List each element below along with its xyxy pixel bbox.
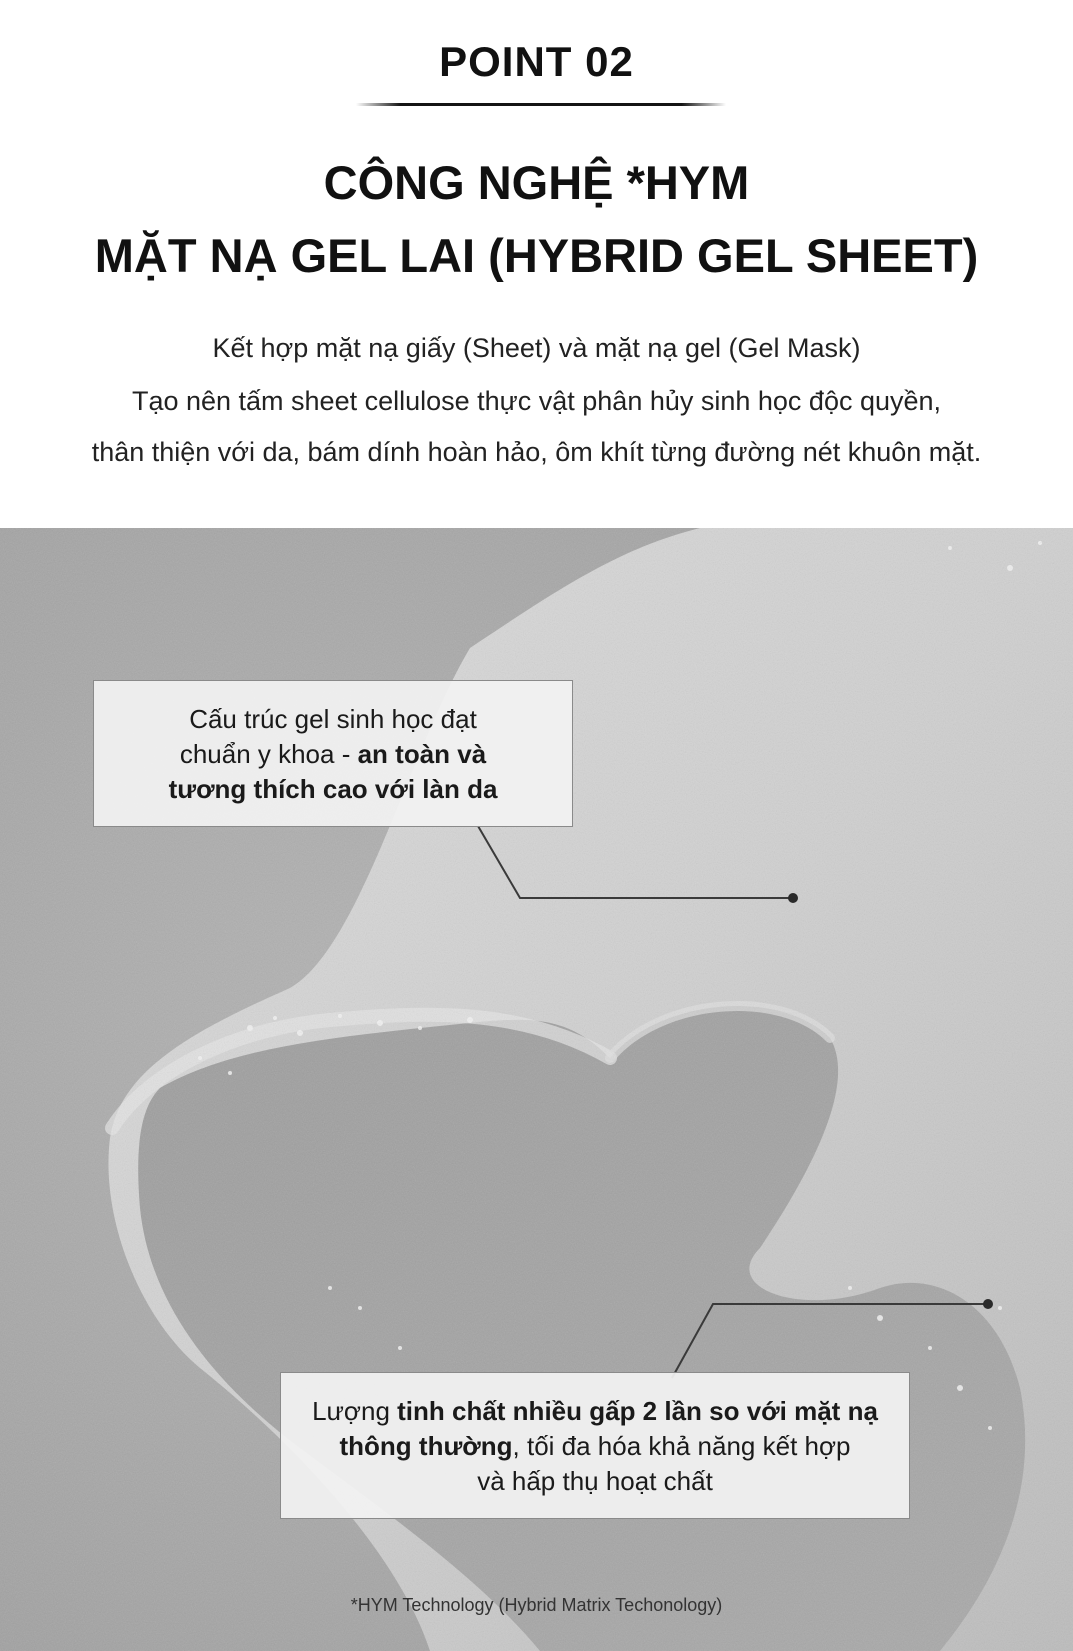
callout-bottom-line-1 (281, 1394, 909, 1429)
callout-top (93, 680, 573, 827)
callout-bottom-line-3: và hấp thụ hoạt chất (477, 1466, 713, 1496)
callout-bottom-line-2-plain: , tối đa hóa khả năng kết hợp (512, 1431, 851, 1461)
callout-bottom-line-2 (281, 1429, 909, 1464)
callout-top-line-3 (94, 772, 572, 807)
callout-top-line-2-plain: chuẩn y khoa - (179, 739, 358, 769)
callout-top-line-3-bold: tương thích cao với làn da (168, 774, 498, 804)
point-divider (356, 103, 726, 106)
intro-line-2: Tạo nên tấm sheet cellulose thực vật phân hủy sinh học độc quyền, (131, 386, 942, 416)
callout-top-line-1: Cấu trúc gel sinh học đạt (189, 704, 477, 734)
footnote: *HYM Technology (Hybrid Matrix Techonology) (350, 1595, 723, 1615)
callout-top-line-2-bold: an toàn và (357, 739, 487, 769)
point-label: POINT 02 (439, 38, 634, 85)
headline-line-1: CÔNG NGHỆ *HYM (323, 156, 750, 209)
callout-bottom (280, 1372, 910, 1519)
callout-bottom-line-2-bold: thông thường (339, 1431, 513, 1461)
intro-line-1: Kết hợp mặt nạ giấy (Sheet) và mặt nạ gel (Gel Mask) (212, 333, 861, 363)
leader-dot-bottom (983, 1299, 993, 1309)
headline-line-2: MẶT NẠ GEL LAI (HYBRID GEL SHEET) (94, 229, 979, 282)
callout-bottom-line-1-plain: Lượng (312, 1396, 398, 1426)
callout-bottom-line-1-bold: tinh chất nhiều gấp 2 lần so với mặt nạ (397, 1396, 878, 1426)
intro-line-3: thân thiện với da, bám dính hoàn hảo, ôm khít từng đường nét khuôn mặt. (91, 437, 982, 467)
callout-top-line-2 (94, 737, 572, 772)
leader-dot-top (788, 893, 798, 903)
